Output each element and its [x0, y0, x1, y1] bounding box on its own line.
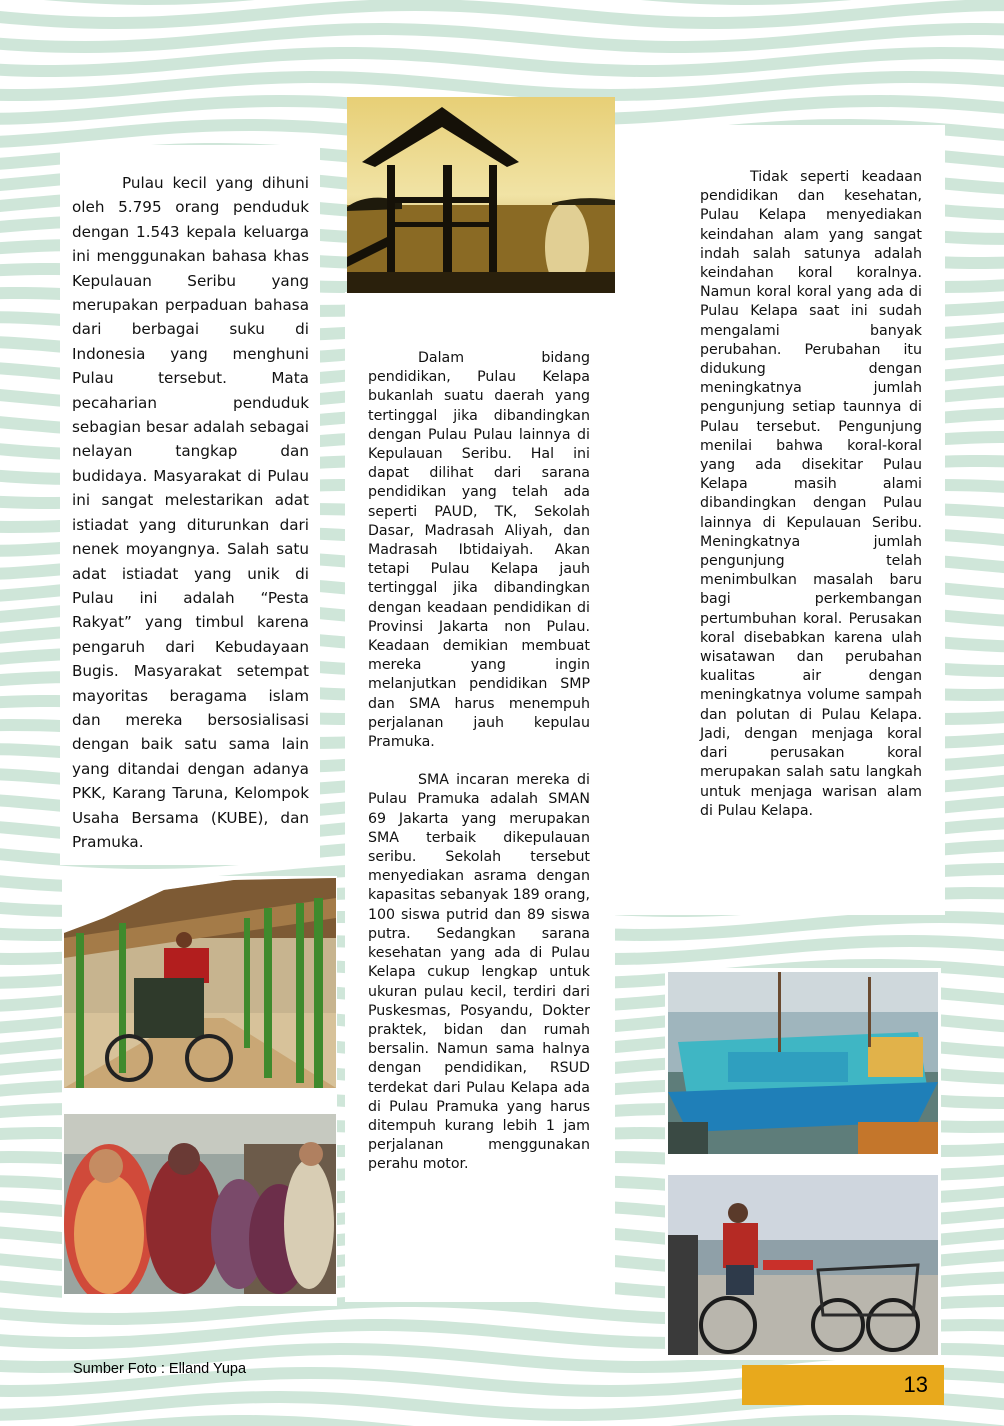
page-number-tab	[742, 1365, 944, 1405]
wave-stripe	[0, 29, 1004, 47]
right-paragraph-1: Tidak seperti keadaan pendidikan dan kesehatan, Pulau Kelapa menyediakan keindahan alam yang sangat indah salah satunya adalah keindahan koral koralnya. Namun koral koral yang ada di Pulau Kelapa saat ini sudah mengalami banyak perubahan. Perubahan itu didukung dengan meningkatnya jumlah pengunjung setiap taunnya di Pulau tersebut. Pengunjung menilai bahwa koral-koral yang ada disekitar Pulau Kelapa masih alami dibandingkan dengan Pulau lainnya di Kepulauan Seribu. Meningkatnya jumlah pengunjung telah menimbulkan masalah baru bagi perkembangan pertumbuhan koral. Perusakan koral disebabkan karena ulah wisatawan dan perubahan kualitas air dengan meningkatnya volume sampah dan polutan di Pulau Kelapa. Jadi, dengan menjaga koral dari perusakan koral merupakan salah satu langkah untuk menjaga warisan alam di Pulau Kelapa.	[700, 169, 922, 819]
middle-paragraph-1: Dalam bidang pendidikan, Pulau Kelapa bukanlah suatu daerah yang tertinggal jika dibandingkan dengan Pulau Pulau lainnya di Kepulauan Seribu. Hal ini dapat dilihat dari sarana pendidikan yang telah ada seperti PAUD, TK, Sekolah Dasar, Madrasah Aliyah, dan Madrasah Ibtidaiyah. Akan tetapi Pulau Kelapa jauh tertinggal jika dibandingkan dengan keadaan pendidikan di Provinsi Jakarta non Pulau. Keadaan demikian membuat mereka yang ingin melanjutkan pendidikan SMP dan SMA harus menempuh perjalanan jauh kepulau Pramuka.	[368, 350, 590, 751]
wave-stripe	[0, 53, 1004, 71]
article-column-right	[700, 168, 922, 821]
photo-becak-pier	[668, 1175, 938, 1355]
photo-gazebo-sunset	[347, 97, 615, 293]
middle-paragraph-2: SMA incaran mereka di Pulau Pramuka adalah SMAN 69 Jakarta yang merupakan SMA terbaik dikepulauan seribu. Sekolah tersebut menyediakan asrama dengan kapasitas sebanyak 189 orang, 100 siswa putrid dan 89 siswa putra. Sedangkan sarana kesehatan yang ada di Pulau Kelapa cukup lengkap untuk ukuran pulau kecil, terdiri dari Puskesmas, Posyandu, Dokter praktek, bidan dan rumah bersalin. Namun sama halnya dengan pendidikan, RSUD terdekat dari Pulau Kelapa ada di Pulau Pramuka yang harus ditempuh kurang lebih 1 jam perjalanan menggunakan perahu motor.	[368, 772, 590, 1173]
left-paragraph-1: Pulau kecil yang dihuni oleh 5.795 orang penduduk dengan 1.543 kepala keluarga ini menggunakan bahasa khas Kepulauan Seribu yang merupakan perpaduan bahasa dari berbagai suku di Indonesia yang menghuni Pulau tersebut. Mata pecaharian penduduk sebagian besar adalah sebagai nelayan tangkap dan budidaya. Masyarakat di Pulau ini sangat melestarikan adat istiadat yang diturunkan dari nenek moyangnya. Salah satu adat istiadat yang unik di Pulau ini adalah “Pesta Rakyat” yang timbul karena pengaruh dari Kebudayaan Bugis. Masyarakat setempat mayoritas beragama islam dan mereka bersosialisasi dengan baik satu sama lain yang ditandai dengan adanya PKK, Karang Taruna, Kelompok Usaha Bersama (KUBE), dan Pramuka.	[72, 174, 309, 851]
article-column-middle	[368, 349, 590, 1175]
wave-stripe	[0, 5, 1004, 23]
photo-boats-harbour	[668, 972, 938, 1154]
article-column-left	[72, 171, 309, 854]
photo-women-seated	[64, 1114, 336, 1294]
wave-stripe	[0, 1421, 1004, 1426]
wave-stripe	[0, 77, 1004, 95]
photo-credit: Sumber Foto : Elland Yupa	[73, 1361, 247, 1377]
page-number: 13	[903, 1372, 928, 1397]
